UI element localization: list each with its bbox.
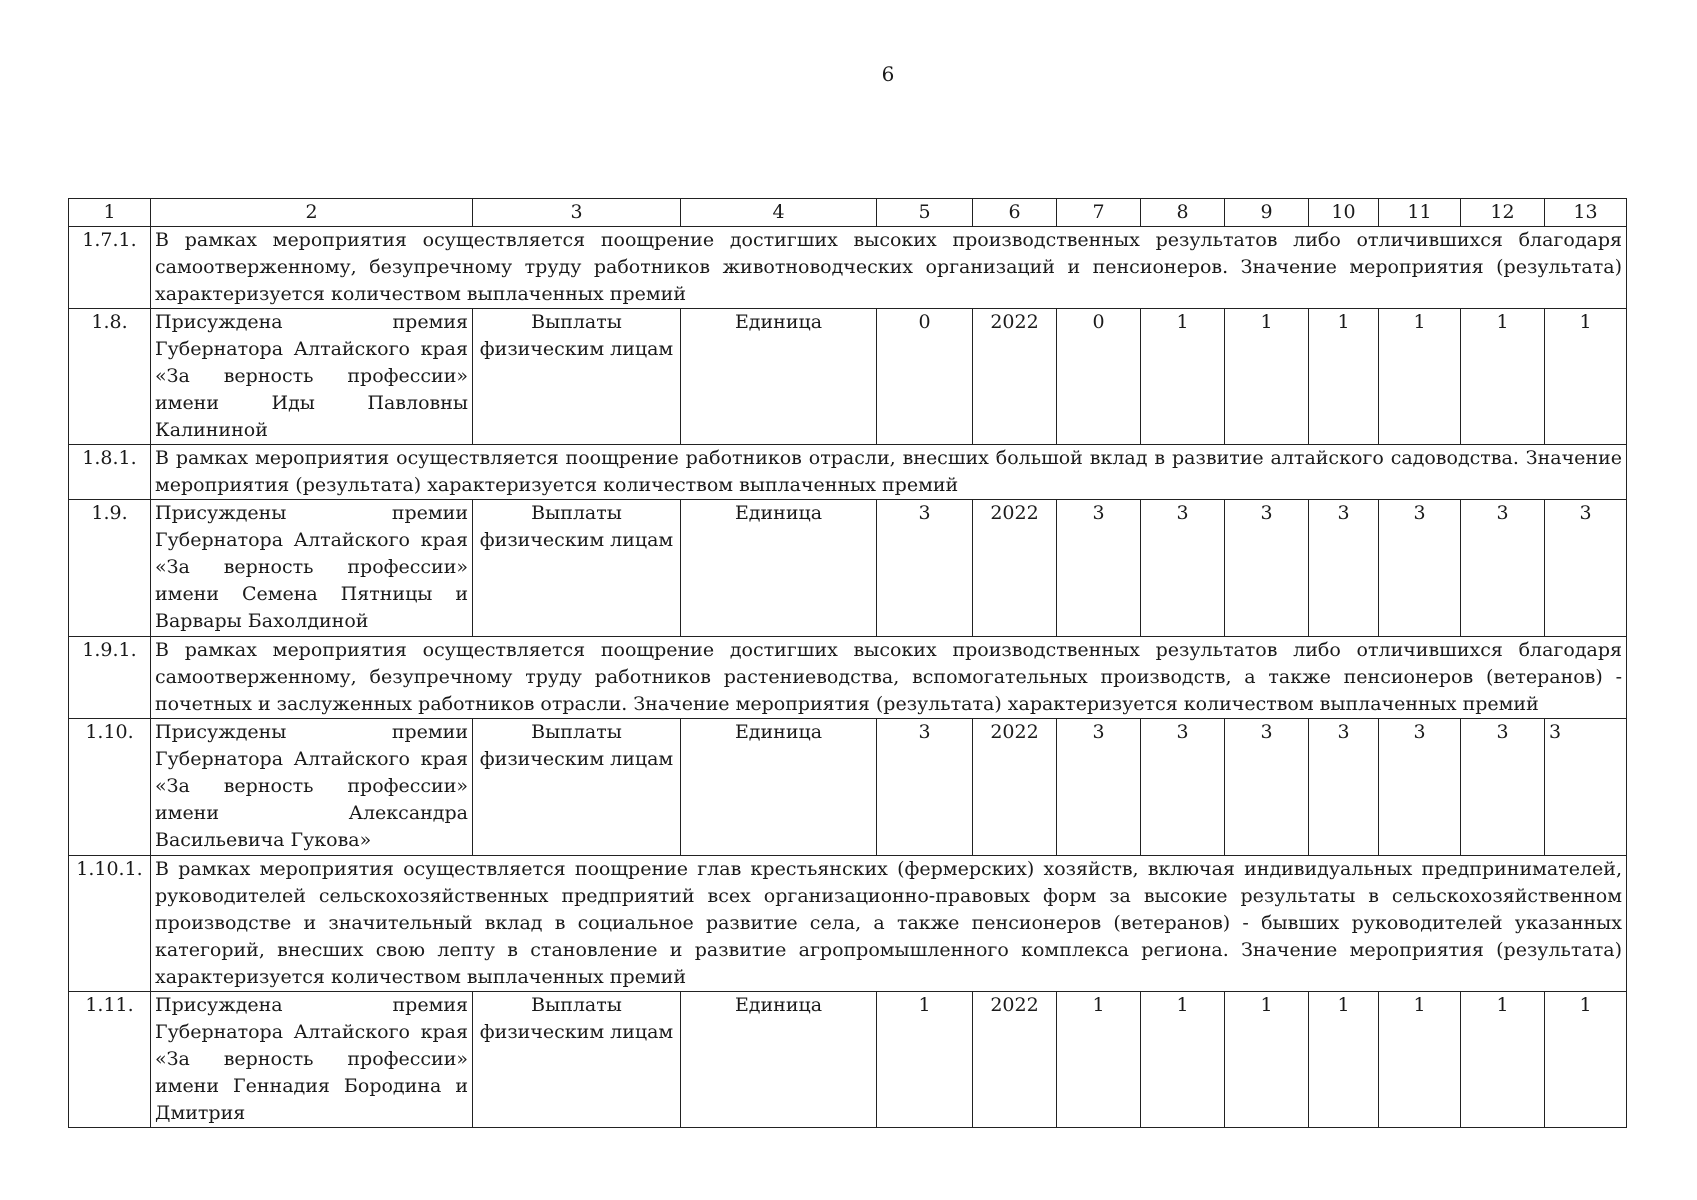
measure-type: Выплаты физическим лицам [473, 992, 681, 1128]
value-cell: 1 [1461, 992, 1545, 1128]
header-cell: 10 [1309, 199, 1379, 227]
description-text: В рамках мероприятия осуществляется поощрение глав крестьянских (фермерских) хозяйств, включая индивидуальных предпринимателей, руководителей сельскохозяйственных предприятий всех организационно-правовых форм за высокие результаты в сельскохозяйственном производстве и значительный вклад в социальное развитие села, а также пенсионеров (ветеранов) - бывших руководителей указанных категорий, внесших свою лепту в становление и развитие агропромышленного комплекса региона. Значение мероприятия (результата) характеризуется количеством выплаченных премий [151, 856, 1627, 992]
value-cell: 3 [1379, 500, 1461, 637]
value-cell: 1 [877, 992, 973, 1128]
value-cell: 1 [1545, 309, 1627, 445]
value-cell: 3 [1225, 719, 1309, 856]
table-row [69, 719, 1627, 856]
value-cell: 1 [1461, 309, 1545, 445]
row-number: 1.10. [69, 719, 151, 856]
page-number: 6 [881, 62, 895, 86]
value-cell: 3 [877, 719, 973, 856]
row-number: 1.10.1. [69, 856, 151, 992]
value-cell: 1 [1309, 992, 1379, 1128]
value-cell: 3 [1141, 719, 1225, 856]
value-cell: 1 [1545, 992, 1627, 1128]
header-cell: 2 [151, 199, 473, 227]
value-cell: 3 [1461, 500, 1545, 637]
header-row [69, 199, 1627, 227]
description-row [69, 637, 1627, 719]
value-cell: 3 [1057, 500, 1141, 637]
value-cell: 2022 [973, 992, 1057, 1128]
unit: Единица [681, 992, 877, 1128]
row-number: 1.9. [69, 500, 151, 637]
value-cell: 1 [1225, 992, 1309, 1128]
unit: Единица [681, 500, 877, 637]
row-number: 1.8. [69, 309, 151, 445]
header-cell: 5 [877, 199, 973, 227]
value-cell: 1 [1141, 992, 1225, 1128]
value-cell: 1 [1141, 309, 1225, 445]
value-cell: 0 [877, 309, 973, 445]
value-cell: 3 [1141, 500, 1225, 637]
value-cell: 3 [1309, 500, 1379, 637]
value-cell: 3 [1545, 719, 1627, 856]
table-row [69, 500, 1627, 637]
header-cell: 7 [1057, 199, 1141, 227]
header-cell: 12 [1461, 199, 1545, 227]
header-cell: 13 [1545, 199, 1627, 227]
row-number: 1.11. [69, 992, 151, 1128]
header-cell: 3 [473, 199, 681, 227]
value-cell: 0 [1057, 309, 1141, 445]
measure-type: Выплаты физическим лицам [473, 309, 681, 445]
value-cell: 3 [877, 500, 973, 637]
value-cell: 3 [1057, 719, 1141, 856]
description-text: В рамках мероприятия осуществляется поощрение работников отрасли, внесших большой вклад в развитие алтайского садоводства. Значение мероприятия (результата) характеризуется количеством выплаченных премий [151, 445, 1627, 500]
measure-name: Присуждены премии Губернатора Алтайского края «За верность профессии» имени Семена Пятницы и Варвары Бахолдиной [151, 500, 473, 637]
header-cell: 6 [973, 199, 1057, 227]
value-cell: 3 [1461, 719, 1545, 856]
table-row [69, 992, 1627, 1128]
unit: Единица [681, 309, 877, 445]
value-cell: 1 [1225, 309, 1309, 445]
description-row [69, 227, 1627, 309]
measure-name: Присуждены премии Губернатора Алтайского края «За верность профессии» имени Александра Васильевича Гукова» [151, 719, 473, 856]
row-number: 1.9.1. [69, 637, 151, 719]
value-cell: 2022 [973, 500, 1057, 637]
description-text: В рамках мероприятия осуществляется поощрение достигших высоких производственных результатов либо отличившихся благодаря самоотверженному, безупречному труду работников животноводческих организаций и пенсионеров. Значение мероприятия (результата) характеризуется количеством выплаченных премий [151, 227, 1627, 309]
value-cell: 3 [1309, 719, 1379, 856]
value-cell: 1 [1057, 992, 1141, 1128]
measure-name: Присуждена премия Губернатора Алтайского края «За верность профессии» имени Геннадия Бородина и Дмитрия [151, 992, 473, 1128]
description-row [69, 856, 1627, 992]
value-cell: 2022 [973, 719, 1057, 856]
indicators-table [68, 198, 1627, 1128]
header-cell: 11 [1379, 199, 1461, 227]
table-row [69, 309, 1627, 445]
measure-type: Выплаты физическим лицам [473, 500, 681, 637]
header-cell: 1 [69, 199, 151, 227]
row-number: 1.8.1. [69, 445, 151, 500]
measure-type: Выплаты физическим лицам [473, 719, 681, 856]
measure-name: Присуждена премия Губернатора Алтайского края «За верность профессии» имени Иды Павловны Калининой [151, 309, 473, 445]
description-row [69, 445, 1627, 500]
header-cell: 4 [681, 199, 877, 227]
unit: Единица [681, 719, 877, 856]
value-cell: 2022 [973, 309, 1057, 445]
value-cell: 3 [1545, 500, 1627, 637]
description-text: В рамках мероприятия осуществляется поощрение достигших высоких производственных результатов либо отличившихся благодаря самоотверженному, безупречному труду работников растениеводства, вспомогательных производств, а также пенсионеров (ветеранов) - почетных и заслуженных работников отрасли. Значение мероприятия (результата) характеризуется количеством выплаченных премий [151, 637, 1627, 719]
value-cell: 3 [1225, 500, 1309, 637]
row-number: 1.7.1. [69, 227, 151, 309]
value-cell: 1 [1379, 309, 1461, 445]
value-cell: 1 [1309, 309, 1379, 445]
value-cell: 1 [1379, 992, 1461, 1128]
header-cell: 8 [1141, 199, 1225, 227]
header-cell: 9 [1225, 199, 1309, 227]
value-cell: 3 [1379, 719, 1461, 856]
